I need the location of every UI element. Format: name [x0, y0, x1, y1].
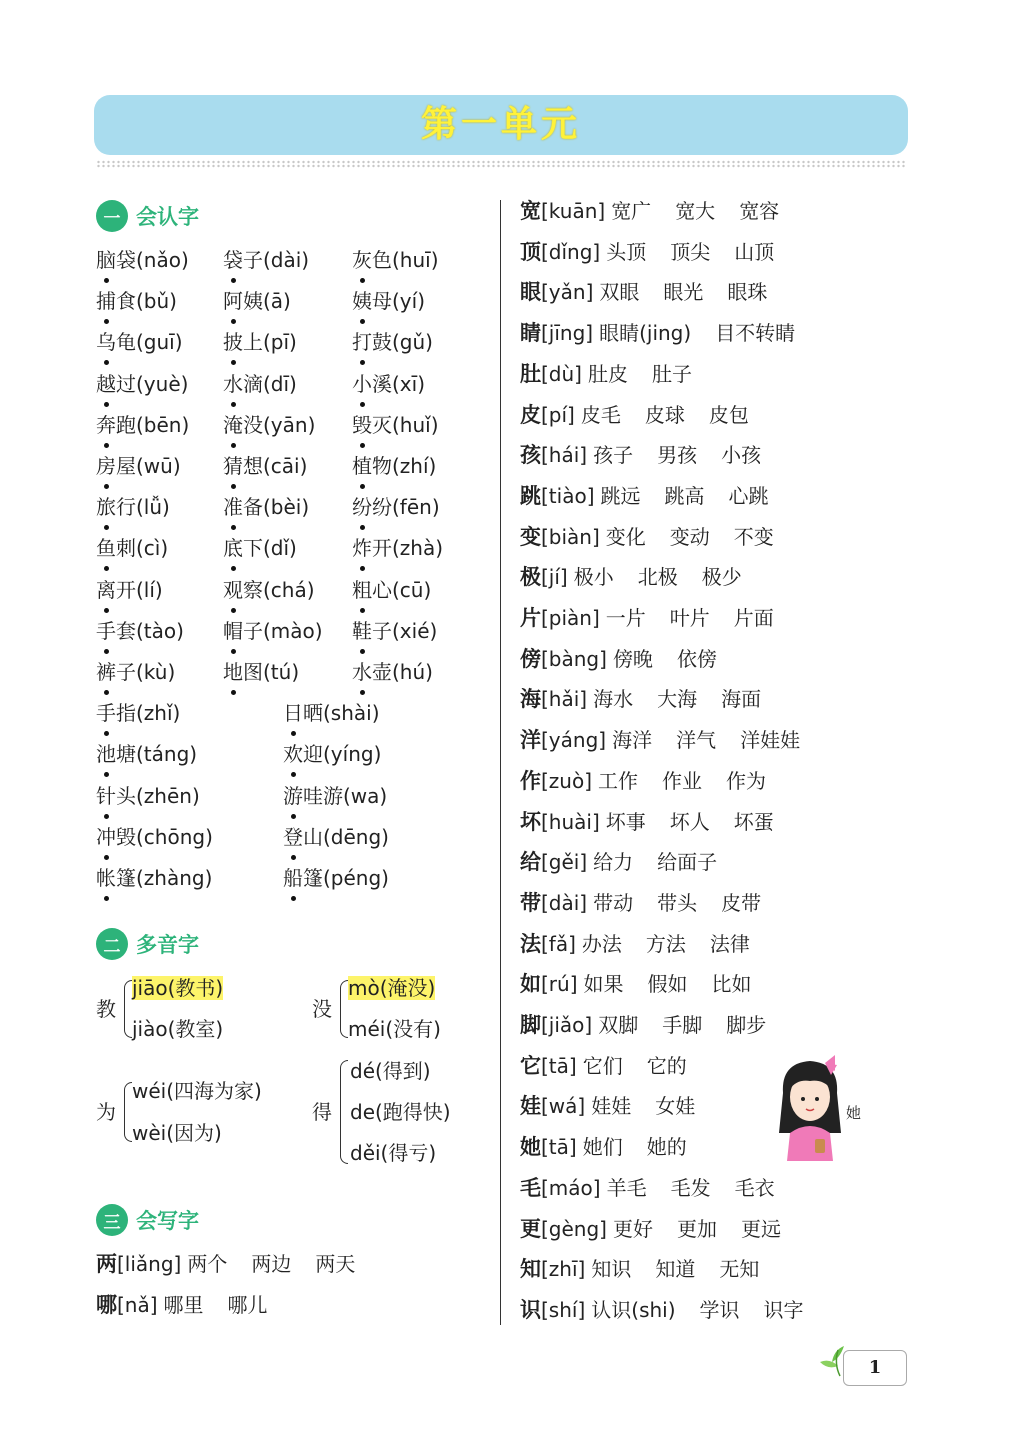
write-word: 更好: [612, 1216, 653, 1241]
emphasis-dot: [360, 360, 365, 365]
write-word: 皮包: [708, 402, 749, 427]
recognize-word: 乌龟(guī): [96, 330, 183, 355]
write-word: 头顶: [606, 239, 647, 264]
write-char: 眼: [520, 280, 541, 305]
emphasis-dot: [231, 319, 236, 324]
write-word: 双脚: [598, 1013, 639, 1037]
recognize-word: 准备(bèi): [223, 495, 310, 520]
write-word: 给力: [593, 850, 634, 875]
write-pinyin: [biàn]: [541, 524, 600, 549]
write-word: 方法: [645, 931, 686, 956]
poly-char-mei: 没: [312, 997, 332, 1021]
write-char: 皮: [520, 402, 541, 427]
write-entry: [520, 1209, 781, 1249]
write-word: 两个: [187, 1252, 228, 1276]
recognize-word: 帽子(mào): [223, 618, 323, 643]
write-word: 不变: [733, 524, 774, 549]
poly-reading: děi(得亏): [350, 1141, 437, 1165]
poly-char-de: 得: [312, 1100, 332, 1124]
recognize-word: 水壶(hú): [352, 660, 433, 684]
write-char: 海: [520, 687, 541, 712]
emphasis-dot: [360, 566, 365, 571]
write-char: 法: [520, 931, 541, 956]
write-char: 她: [520, 1135, 541, 1160]
emphasis-dot: [104, 690, 109, 695]
write-word: 知道: [655, 1257, 696, 1282]
write-pinyin: [huài]: [541, 809, 600, 834]
write-char: 傍: [520, 646, 541, 671]
emphasis-dot: [291, 731, 296, 736]
poly-reading: de(跑得快): [350, 1100, 451, 1124]
write-char: 哪: [96, 1293, 117, 1317]
write-word: 宽广: [611, 199, 652, 223]
write-word: 她们: [582, 1135, 623, 1160]
recognize-word: 淹没(yān): [223, 412, 316, 437]
write-word: 孩子: [593, 443, 634, 468]
write-word: 目不转睛: [715, 321, 796, 346]
write-pinyin: [gèng]: [541, 1216, 607, 1241]
write-char: 脚: [520, 1013, 541, 1037]
write-word: 洋气: [676, 728, 717, 753]
write-word: 羊毛: [606, 1175, 647, 1200]
write-word: 变动: [669, 524, 710, 549]
recognize-word: 鱼刺(cì): [96, 536, 169, 561]
recognize-word: 植物(zhí): [352, 454, 437, 478]
poly-char-jiao: 教: [96, 997, 116, 1021]
write-entry: [520, 598, 774, 638]
emphasis-dot: [231, 566, 236, 571]
write-pinyin: [kuān]: [541, 199, 606, 223]
write-char: 它: [520, 1053, 541, 1078]
brace: [124, 980, 132, 1038]
recognize-word: 房屋(wū): [96, 454, 181, 478]
section-header-recognize: [96, 199, 199, 233]
unit-title: 第一单元: [420, 104, 581, 145]
emphasis-dot: [104, 649, 109, 654]
recognize-word: 船篷(péng): [283, 866, 389, 890]
write-entry: [520, 313, 795, 353]
write-word: 傍晚: [612, 646, 653, 671]
write-word: 哪里: [163, 1293, 204, 1317]
write-word: 依傍: [676, 646, 717, 671]
brace: [340, 1060, 348, 1164]
emphasis-dot: [231, 484, 236, 489]
write-word: 海水: [593, 687, 634, 712]
write-word: 知识: [591, 1257, 632, 1282]
emphasis-dot: [360, 608, 365, 613]
emphasis-dot: [231, 278, 236, 283]
write-word: 哪儿: [227, 1293, 268, 1317]
recognize-word: 纷纷(fēn): [352, 495, 440, 520]
write-word: 海面: [721, 687, 762, 712]
write-char: 跳: [520, 483, 541, 508]
write-entry: [96, 1244, 355, 1284]
write-entry: [520, 354, 692, 394]
recognize-word: 小溪(xī): [352, 371, 425, 396]
write-word: 无知: [719, 1257, 760, 1282]
emphasis-dot: [291, 814, 296, 819]
section-title: 会认字: [136, 205, 199, 229]
write-entry: [520, 232, 774, 272]
recognize-word: 手指(zhǐ): [96, 701, 181, 726]
poly-reading: jiào(教室): [132, 1017, 224, 1041]
dotted-divider: [96, 160, 906, 168]
emphasis-dot: [231, 360, 236, 365]
recognize-word: 披上(pī): [223, 330, 297, 355]
write-word: 两边: [251, 1252, 292, 1276]
write-word: 更远: [740, 1216, 781, 1241]
write-word: 男孩: [657, 443, 698, 468]
recognize-word: 打鼓(gǔ): [352, 330, 433, 355]
write-entry: [520, 191, 779, 231]
write-word: 肚皮: [587, 361, 628, 386]
recognize-word: 奔跑(bēn): [96, 412, 190, 437]
recognize-word: 裤子(kù): [96, 660, 176, 684]
write-char: 片: [520, 606, 541, 630]
write-entry: [520, 517, 774, 557]
write-char: 肚: [520, 361, 541, 386]
write-word: 宽容: [739, 199, 780, 223]
write-word: 认识(shi): [591, 1297, 676, 1322]
write-word: 比如: [711, 972, 752, 997]
write-word: 宽大: [675, 199, 716, 223]
write-pinyin: [pí]: [541, 402, 575, 427]
poly-reading: [348, 973, 435, 1003]
write-word: 法律: [709, 931, 750, 956]
write-entry: [520, 435, 761, 475]
emphasis-dot: [104, 443, 109, 448]
recognize-word: 捕食(bǔ): [96, 289, 177, 314]
write-word: 两天: [315, 1252, 356, 1276]
emphasis-dot: [231, 525, 236, 530]
write-entry: [520, 1249, 759, 1289]
emphasis-dot: [291, 772, 296, 777]
section-header-polyphonic: [96, 927, 199, 961]
write-word: 片面: [733, 606, 774, 630]
recognize-word: 脑袋(nǎo): [96, 248, 189, 272]
write-pinyin: [liǎng]: [117, 1252, 182, 1276]
recognize-word: 灰色(huī): [352, 248, 439, 272]
emphasis-dot: [291, 855, 296, 860]
write-word: 坏蛋: [733, 809, 774, 834]
emphasis-dot: [231, 649, 236, 654]
emphasis-dot: [360, 402, 365, 407]
write-entry: [520, 557, 742, 597]
write-entry: [520, 964, 752, 1004]
write-char: 变: [520, 524, 541, 549]
write-word: 跳高: [664, 483, 705, 508]
write-word: 山顶: [734, 239, 775, 264]
write-word: 眼光: [663, 280, 704, 305]
write-pinyin: [shí]: [541, 1297, 586, 1322]
emphasis-dot: [104, 731, 109, 736]
write-entry: [520, 1290, 804, 1330]
column-divider: [500, 200, 501, 1325]
emphasis-dot: [104, 319, 109, 324]
write-char: 作: [520, 768, 541, 793]
poly-reading-text: jiāo(教书): [132, 976, 224, 1000]
write-word: 办法: [581, 931, 622, 956]
write-pinyin: [zhī]: [541, 1257, 586, 1282]
recognize-word: 水滴(dī): [223, 371, 297, 396]
write-entry: [520, 476, 769, 516]
write-char: 如: [520, 972, 541, 997]
write-pinyin: [tiào]: [541, 483, 595, 508]
emphasis-dot: [104, 360, 109, 365]
emphasis-dot: [360, 649, 365, 654]
write-word: 坏人: [669, 809, 710, 834]
write-char: 识: [520, 1297, 541, 1322]
emphasis-dot: [231, 690, 236, 695]
section-number-badge: 二: [96, 928, 128, 960]
recognize-word: 袋子(dài): [223, 248, 310, 272]
emphasis-dot: [360, 443, 365, 448]
write-entry: [520, 272, 767, 312]
write-word: 它们: [582, 1053, 623, 1078]
write-char: 极: [520, 565, 541, 590]
write-char: 顶: [520, 239, 541, 264]
recognize-word: 游哇游(wa): [283, 783, 388, 808]
poly-reading: dé(得到): [350, 1059, 431, 1083]
girl-label: 她: [846, 1104, 862, 1122]
write-word: 作业: [662, 768, 703, 793]
emphasis-dot: [360, 278, 365, 283]
write-word: 手脚: [662, 1013, 703, 1037]
write-char: 娃: [520, 1094, 541, 1119]
write-word: 女娃: [655, 1094, 696, 1119]
poly-reading: wèi(因为): [132, 1121, 222, 1145]
write-pinyin: [wá]: [541, 1094, 586, 1119]
write-pinyin: [zuò]: [541, 768, 593, 793]
write-pinyin: [yáng]: [541, 728, 607, 753]
recognize-word: 旅行(lǚ): [96, 495, 170, 520]
emphasis-dot: [104, 525, 109, 530]
write-word: 工作: [598, 768, 639, 793]
section-number-badge: 一: [96, 200, 128, 232]
recognize-word: 观察(chá): [223, 577, 315, 602]
write-word: 作为: [726, 768, 767, 793]
recognize-word: 粗心(cū): [352, 577, 432, 602]
emphasis-dot: [360, 525, 365, 530]
brace: [124, 1082, 132, 1142]
write-word: 北极: [637, 565, 678, 590]
recognize-word: 阿姨(ā): [223, 289, 291, 314]
write-char: 睛: [520, 321, 541, 346]
write-pinyin: [gěi]: [541, 850, 588, 875]
emphasis-dot: [231, 608, 236, 613]
recognize-word: 欢迎(yíng): [283, 742, 382, 767]
write-pinyin: [tā]: [541, 1053, 577, 1078]
write-pinyin: [tā]: [541, 1135, 577, 1160]
poly-reading: [132, 973, 223, 1003]
write-entry: [520, 1046, 687, 1086]
write-entry: [520, 842, 717, 882]
emphasis-dot: [104, 278, 109, 283]
write-pinyin: [rú]: [541, 972, 578, 997]
write-word: 海洋: [612, 728, 653, 753]
write-word: 它的: [646, 1053, 687, 1078]
write-entry: [520, 1168, 775, 1208]
brace: [340, 980, 348, 1038]
emphasis-dot: [104, 402, 109, 407]
write-word: 双眼: [599, 280, 640, 305]
write-word: 皮带: [721, 890, 762, 915]
emphasis-dot: [104, 772, 109, 777]
write-char: 知: [520, 1257, 541, 1282]
girl-illustration: [775, 1053, 845, 1165]
write-char: 带: [520, 890, 541, 915]
write-entry: [520, 1005, 766, 1045]
write-char: 给: [520, 850, 541, 875]
write-word: 学识: [699, 1297, 740, 1322]
write-word: 娃娃: [591, 1094, 632, 1119]
recognize-word: 毁灭(huǐ): [352, 412, 439, 437]
emphasis-dot: [360, 484, 365, 489]
write-word: 坏事: [605, 809, 646, 834]
write-entry: [520, 395, 749, 435]
emphasis-dot: [104, 608, 109, 613]
emphasis-dot: [291, 896, 296, 901]
write-word: 一片: [605, 606, 646, 630]
recognize-word: 底下(dǐ): [223, 536, 297, 561]
write-pinyin: [bàng]: [541, 646, 607, 671]
recognize-word: 炸开(zhà): [352, 536, 444, 561]
write-pinyin: [hǎi]: [541, 687, 588, 712]
write-entry: [96, 1285, 268, 1325]
write-pinyin: [hái]: [541, 443, 588, 468]
write-entry: [520, 802, 774, 842]
emphasis-dot: [360, 690, 365, 695]
write-word: 毛衣: [734, 1175, 775, 1200]
write-word: 毛发: [670, 1175, 711, 1200]
write-pinyin: [dù]: [541, 361, 582, 386]
emphasis-dot: [231, 402, 236, 407]
write-pinyin: [jīng]: [541, 321, 594, 346]
poly-char-wei: 为: [96, 1100, 116, 1124]
unit-banner: [94, 95, 908, 155]
write-word: 小孩: [721, 443, 762, 468]
write-char: 两: [96, 1252, 117, 1276]
poly-reading: méi(没有): [348, 1017, 441, 1041]
emphasis-dot: [104, 484, 109, 489]
write-char: 宽: [520, 199, 541, 223]
section-header-write: [96, 1203, 199, 1237]
write-word: 眼睛(jing): [599, 321, 692, 346]
write-word: 跳远: [600, 483, 641, 508]
emphasis-dot: [104, 814, 109, 819]
recognize-word: 鞋子(xié): [352, 618, 438, 643]
write-entry: [520, 720, 800, 760]
write-word: 脚步: [726, 1013, 767, 1037]
write-pinyin: [jí]: [541, 565, 568, 590]
recognize-word: 日晒(shài): [283, 701, 380, 726]
emphasis-dot: [104, 896, 109, 901]
write-word: 变化: [605, 524, 646, 549]
emphasis-dot: [360, 319, 365, 324]
recognize-word: 猜想(cāi): [223, 454, 308, 478]
write-pinyin: [jiǎo]: [541, 1013, 593, 1037]
emphasis-dot: [104, 855, 109, 860]
emphasis-dot: [104, 566, 109, 571]
recognize-word: 离开(lí): [96, 577, 163, 602]
write-word: 肚子: [651, 361, 692, 386]
write-word: 带头: [657, 890, 698, 915]
write-pinyin: [piàn]: [541, 606, 600, 630]
write-pinyin: [fǎ]: [541, 931, 576, 956]
write-word: 识字: [763, 1297, 804, 1322]
write-word: 大海: [657, 687, 698, 712]
section-title: 会写字: [136, 1209, 199, 1233]
recognize-word: 冲毁(chōng): [96, 824, 213, 849]
write-word: 洋娃娃: [740, 728, 801, 753]
recognize-word: 手套(tào): [96, 618, 184, 643]
recognize-word: 姨母(yí): [352, 289, 425, 314]
write-pinyin: [máo]: [541, 1175, 601, 1200]
write-pinyin: [yǎn]: [541, 280, 594, 305]
write-entry: [520, 883, 761, 923]
write-entry: [520, 924, 750, 964]
recognize-word: 地图(tú): [223, 660, 300, 684]
write-entry: [520, 639, 717, 679]
write-pinyin: [nǎ]: [117, 1293, 158, 1317]
write-word: 叶片: [669, 606, 710, 630]
write-word: 给面子: [657, 850, 718, 875]
write-char: 毛: [520, 1175, 541, 1200]
page-number: 1: [843, 1350, 907, 1386]
write-word: 她的: [646, 1135, 687, 1160]
write-entry: [520, 761, 766, 801]
poly-reading: wéi(四海为家): [132, 1079, 262, 1103]
write-char: 坏: [520, 809, 541, 834]
write-word: 眼珠: [727, 280, 768, 305]
write-char: 洋: [520, 728, 541, 753]
write-char: 更: [520, 1216, 541, 1241]
write-entry: [520, 1086, 695, 1126]
write-word: 极小: [573, 565, 614, 590]
write-pinyin: [dǐng]: [541, 239, 601, 264]
write-word: 皮球: [644, 402, 685, 427]
recognize-word: 池塘(táng): [96, 742, 198, 767]
recognize-word: 针头(zhēn): [96, 783, 200, 808]
write-pinyin: [dài]: [541, 890, 588, 915]
write-word: 更加: [676, 1216, 717, 1241]
section-title: 多音字: [136, 933, 199, 957]
write-word: 极少: [701, 565, 742, 590]
write-char: 孩: [520, 443, 541, 468]
write-entry: [520, 1127, 687, 1167]
recognize-word: 越过(yuè): [96, 371, 189, 396]
write-entry: [520, 679, 761, 719]
recognize-word: 帐篷(zhàng): [96, 866, 213, 890]
recognize-word: 登山(dēng): [283, 824, 389, 849]
write-word: 带动: [593, 890, 634, 915]
write-word: 顶尖: [670, 239, 711, 264]
write-word: 假如: [647, 972, 688, 997]
section-number-badge: 三: [96, 1204, 128, 1236]
write-word: 皮毛: [580, 402, 621, 427]
write-word: 心跳: [728, 483, 769, 508]
poly-reading-text: mò(淹没): [348, 976, 436, 1000]
emphasis-dot: [231, 443, 236, 448]
write-word: 如果: [583, 972, 624, 997]
